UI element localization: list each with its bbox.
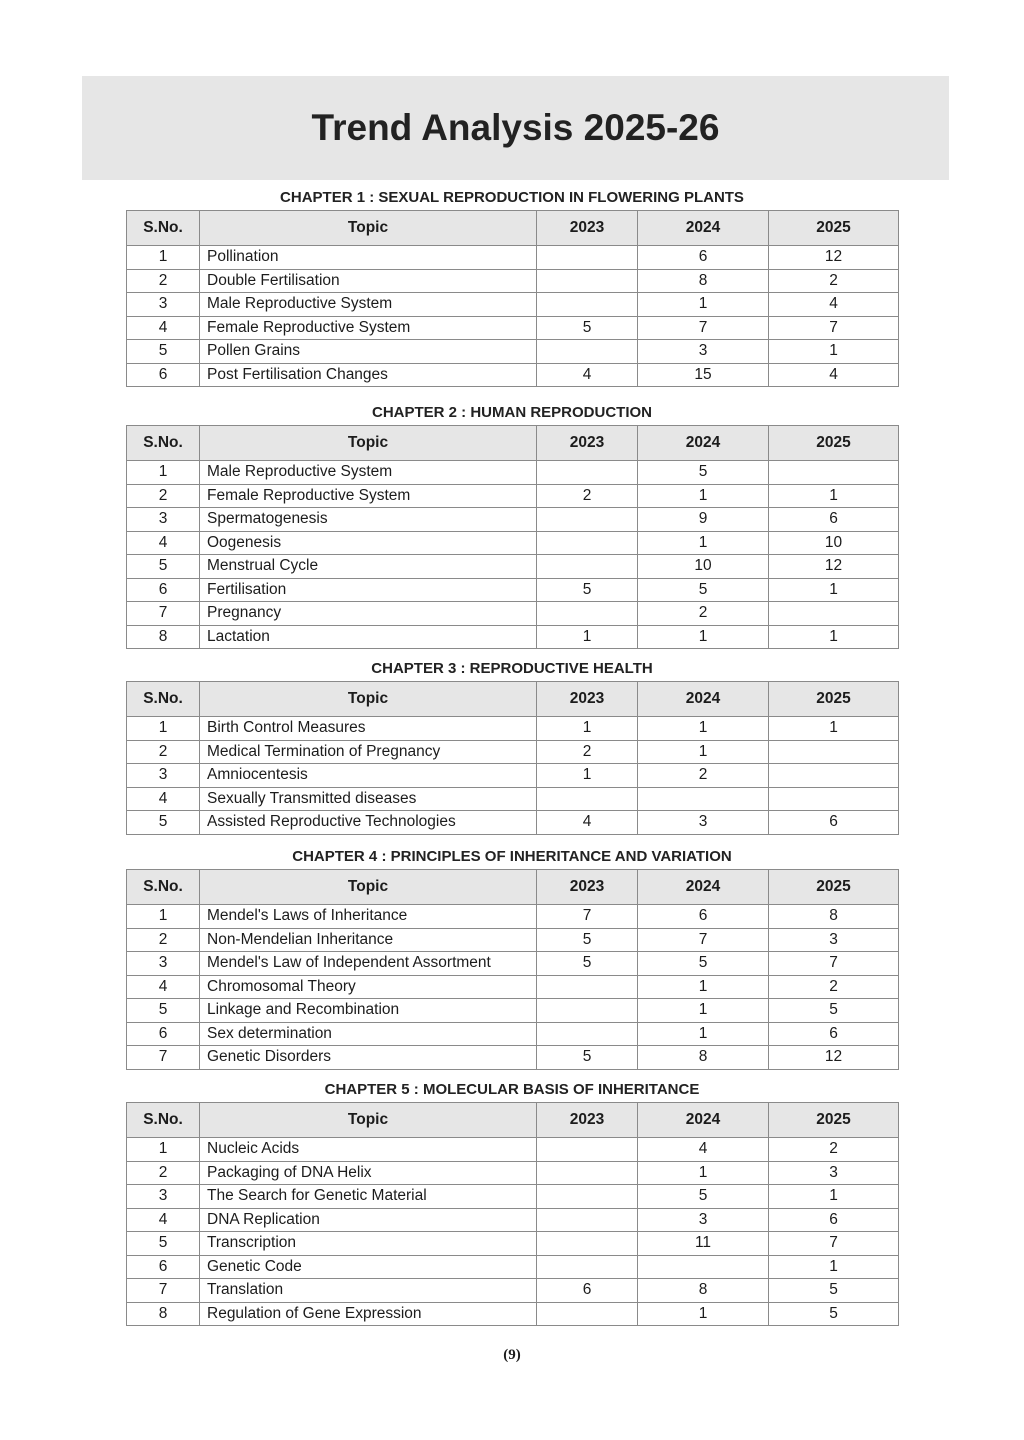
sno-cell: 7 bbox=[127, 1046, 200, 1070]
topic-cell: Mendel's Laws of Inheritance bbox=[200, 905, 537, 929]
table-row bbox=[127, 740, 899, 764]
table-row bbox=[127, 340, 899, 364]
topic-cell: Pollen Grains bbox=[200, 340, 537, 364]
year-2023-header: 2023 bbox=[537, 211, 638, 246]
year-2023-cell bbox=[537, 1302, 638, 1326]
year-2024-cell: 6 bbox=[638, 905, 769, 929]
topic-cell: Assisted Reproductive Technologies bbox=[200, 811, 537, 835]
sno-cell: 7 bbox=[127, 602, 200, 626]
table-row bbox=[127, 602, 899, 626]
year-2024-cell: 1 bbox=[638, 1022, 769, 1046]
year-2024-cell: 6 bbox=[638, 246, 769, 270]
topic-header: Topic bbox=[200, 211, 537, 246]
topic-cell: Female Reproductive System bbox=[200, 484, 537, 508]
year-2025-cell: 3 bbox=[769, 928, 899, 952]
table-row bbox=[127, 1046, 899, 1070]
topic-cell: Pregnancy bbox=[200, 602, 537, 626]
sno-cell: 6 bbox=[127, 1022, 200, 1046]
sno-cell: 1 bbox=[127, 1138, 200, 1162]
year-2024-cell: 11 bbox=[638, 1232, 769, 1256]
year-2023-cell bbox=[537, 999, 638, 1023]
year-2025-cell: 1 bbox=[769, 340, 899, 364]
sno-header: S.No. bbox=[127, 870, 200, 905]
year-2024-cell: 7 bbox=[638, 928, 769, 952]
topic-cell: Sex determination bbox=[200, 1022, 537, 1046]
topic-cell: Pollination bbox=[200, 246, 537, 270]
sno-cell: 3 bbox=[127, 952, 200, 976]
sno-cell: 6 bbox=[127, 1255, 200, 1279]
year-2024-cell: 8 bbox=[638, 1046, 769, 1070]
table-row bbox=[127, 625, 899, 649]
year-2024-cell: 1 bbox=[638, 293, 769, 317]
year-2024-cell: 3 bbox=[638, 1208, 769, 1232]
topic-cell: Spermatogenesis bbox=[200, 508, 537, 532]
topic-header: Topic bbox=[200, 1103, 537, 1138]
topic-cell: Packaging of DNA Helix bbox=[200, 1161, 537, 1185]
year-2023-cell: 1 bbox=[537, 717, 638, 741]
sno-cell: 1 bbox=[127, 461, 200, 485]
table-header-row bbox=[127, 426, 899, 461]
sno-cell: 3 bbox=[127, 508, 200, 532]
year-2023-cell: 4 bbox=[537, 811, 638, 835]
year-2023-cell bbox=[537, 1161, 638, 1185]
table-row bbox=[127, 293, 899, 317]
sno-header: S.No. bbox=[127, 426, 200, 461]
topic-cell: Nucleic Acids bbox=[200, 1138, 537, 1162]
year-2023-cell bbox=[537, 1232, 638, 1256]
sno-cell: 2 bbox=[127, 928, 200, 952]
year-2023-header: 2023 bbox=[537, 682, 638, 717]
year-2023-cell bbox=[537, 531, 638, 555]
topic-cell: Sexually Transmitted diseases bbox=[200, 787, 537, 811]
year-2023-cell bbox=[537, 1185, 638, 1209]
table-row bbox=[127, 787, 899, 811]
chapter-title: CHAPTER 3 : REPRODUCTIVE HEALTH bbox=[371, 660, 653, 677]
sno-cell: 5 bbox=[127, 999, 200, 1023]
table-row bbox=[127, 1279, 899, 1303]
sno-cell: 7 bbox=[127, 1279, 200, 1303]
sno-cell: 5 bbox=[127, 340, 200, 364]
topic-cell: DNA Replication bbox=[200, 1208, 537, 1232]
year-2024-cell: 5 bbox=[638, 1185, 769, 1209]
year-2025-cell: 2 bbox=[769, 975, 899, 999]
year-2025-cell: 4 bbox=[769, 293, 899, 317]
year-2024-header: 2024 bbox=[638, 426, 769, 461]
year-2025-cell bbox=[769, 740, 899, 764]
year-2023-cell bbox=[537, 1022, 638, 1046]
year-2023-cell: 5 bbox=[537, 1046, 638, 1070]
year-2024-cell: 4 bbox=[638, 1138, 769, 1162]
topic-cell: Medical Termination of Pregnancy bbox=[200, 740, 537, 764]
year-2023-cell: 1 bbox=[537, 625, 638, 649]
table-row bbox=[127, 531, 899, 555]
topic-cell: Transcription bbox=[200, 1232, 537, 1256]
year-2023-header: 2023 bbox=[537, 426, 638, 461]
table-row bbox=[127, 1185, 899, 1209]
table-header-row bbox=[127, 1103, 899, 1138]
year-2023-cell bbox=[537, 293, 638, 317]
sno-cell: 8 bbox=[127, 1302, 200, 1326]
table-row bbox=[127, 1138, 899, 1162]
sno-cell: 3 bbox=[127, 293, 200, 317]
table-row bbox=[127, 246, 899, 270]
year-2024-cell: 1 bbox=[638, 740, 769, 764]
table-row bbox=[127, 1255, 899, 1279]
year-2024-cell: 3 bbox=[638, 340, 769, 364]
year-2023-cell: 7 bbox=[537, 905, 638, 929]
sno-cell: 4 bbox=[127, 531, 200, 555]
year-2023-cell bbox=[537, 555, 638, 579]
trend-table bbox=[126, 425, 899, 649]
sno-header: S.No. bbox=[127, 682, 200, 717]
topic-cell: Menstrual Cycle bbox=[200, 555, 537, 579]
topic-cell: Male Reproductive System bbox=[200, 461, 537, 485]
sno-cell: 5 bbox=[127, 1232, 200, 1256]
year-2025-cell: 4 bbox=[769, 363, 899, 387]
chapter-section-5 bbox=[126, 1078, 898, 1326]
year-2025-cell bbox=[769, 602, 899, 626]
table-row bbox=[127, 811, 899, 835]
topic-header: Topic bbox=[200, 870, 537, 905]
sno-header: S.No. bbox=[127, 1103, 200, 1138]
year-2025-cell: 6 bbox=[769, 811, 899, 835]
topic-cell: Amniocentesis bbox=[200, 764, 537, 788]
sno-cell: 6 bbox=[127, 578, 200, 602]
year-2025-cell: 6 bbox=[769, 1208, 899, 1232]
topic-cell: Oogenesis bbox=[200, 531, 537, 555]
year-2023-cell: 5 bbox=[537, 928, 638, 952]
year-2025-cell: 5 bbox=[769, 1302, 899, 1326]
year-2024-cell: 1 bbox=[638, 1161, 769, 1185]
table-row bbox=[127, 484, 899, 508]
year-2023-cell bbox=[537, 787, 638, 811]
sno-cell: 1 bbox=[127, 905, 200, 929]
year-2023-cell bbox=[537, 508, 638, 532]
year-2024-cell: 8 bbox=[638, 1279, 769, 1303]
table-row bbox=[127, 717, 899, 741]
topic-cell: Mendel's Law of Independent Assortment bbox=[200, 952, 537, 976]
chapter-section-4 bbox=[126, 845, 898, 1070]
topic-cell: Chromosomal Theory bbox=[200, 975, 537, 999]
topic-cell: Translation bbox=[200, 1279, 537, 1303]
table-row bbox=[127, 1022, 899, 1046]
year-2023-cell bbox=[537, 340, 638, 364]
year-2023-cell bbox=[537, 602, 638, 626]
year-2025-cell: 7 bbox=[769, 952, 899, 976]
table-row bbox=[127, 363, 899, 387]
year-2023-cell: 5 bbox=[537, 952, 638, 976]
year-2023-header: 2023 bbox=[537, 870, 638, 905]
table-row bbox=[127, 1232, 899, 1256]
year-2024-cell: 7 bbox=[638, 316, 769, 340]
chapter-title: CHAPTER 4 : PRINCIPLES OF INHERITANCE AND VARIATION bbox=[292, 848, 732, 865]
page-title: Trend Analysis 2025-26 bbox=[311, 107, 720, 148]
sno-cell: 2 bbox=[127, 269, 200, 293]
year-2025-cell: 2 bbox=[769, 269, 899, 293]
sno-cell: 4 bbox=[127, 316, 200, 340]
table-row bbox=[127, 269, 899, 293]
year-2025-cell: 8 bbox=[769, 905, 899, 929]
year-2023-cell: 2 bbox=[537, 484, 638, 508]
title-band bbox=[82, 76, 949, 180]
trend-table bbox=[126, 681, 899, 835]
table-header-row bbox=[127, 870, 899, 905]
year-2025-cell: 12 bbox=[769, 1046, 899, 1070]
table-row bbox=[127, 508, 899, 532]
topic-cell: Non-Mendelian Inheritance bbox=[200, 928, 537, 952]
year-2024-cell: 5 bbox=[638, 461, 769, 485]
table-header-row bbox=[127, 682, 899, 717]
year-2025-cell: 1 bbox=[769, 625, 899, 649]
table-row bbox=[127, 555, 899, 579]
sno-cell: 4 bbox=[127, 975, 200, 999]
chapter-title: CHAPTER 5 : MOLECULAR BASIS OF INHERITANCE bbox=[324, 1081, 700, 1098]
topic-cell: Linkage and Recombination bbox=[200, 999, 537, 1023]
year-2023-cell bbox=[537, 461, 638, 485]
topic-cell: Regulation of Gene Expression bbox=[200, 1302, 537, 1326]
year-2023-cell: 5 bbox=[537, 316, 638, 340]
year-2024-cell: 10 bbox=[638, 555, 769, 579]
sno-cell: 6 bbox=[127, 363, 200, 387]
sno-cell: 8 bbox=[127, 625, 200, 649]
year-2025-cell: 2 bbox=[769, 1138, 899, 1162]
year-2025-cell: 7 bbox=[769, 1232, 899, 1256]
topic-cell: Genetic Code bbox=[200, 1255, 537, 1279]
chapter-title: CHAPTER 1 : SEXUAL REPRODUCTION IN FLOWERING PLANTS bbox=[280, 189, 744, 206]
topic-cell: Double Fertilisation bbox=[200, 269, 537, 293]
sno-cell: 1 bbox=[127, 717, 200, 741]
topic-cell: Post Fertilisation Changes bbox=[200, 363, 537, 387]
table-row bbox=[127, 316, 899, 340]
year-2025-cell: 7 bbox=[769, 316, 899, 340]
sno-cell: 1 bbox=[127, 246, 200, 270]
chapter-section-1 bbox=[126, 186, 898, 387]
table-row bbox=[127, 1161, 899, 1185]
sno-cell: 4 bbox=[127, 1208, 200, 1232]
year-2025-cell: 1 bbox=[769, 1255, 899, 1279]
sno-cell: 3 bbox=[127, 764, 200, 788]
table-row bbox=[127, 1302, 899, 1326]
year-2025-cell: 3 bbox=[769, 1161, 899, 1185]
year-2024-header: 2024 bbox=[638, 1103, 769, 1138]
year-2025-cell: 12 bbox=[769, 246, 899, 270]
year-2024-cell: 1 bbox=[638, 717, 769, 741]
table-row bbox=[127, 928, 899, 952]
year-2025-cell: 12 bbox=[769, 555, 899, 579]
year-2024-cell: 5 bbox=[638, 578, 769, 602]
table-row bbox=[127, 952, 899, 976]
topic-cell: Male Reproductive System bbox=[200, 293, 537, 317]
year-2025-header: 2025 bbox=[769, 1103, 899, 1138]
trend-table bbox=[126, 1102, 899, 1326]
page-number: (9) bbox=[503, 1347, 521, 1363]
year-2024-header: 2024 bbox=[638, 682, 769, 717]
year-2025-header: 2025 bbox=[769, 682, 899, 717]
year-2023-header: 2023 bbox=[537, 1103, 638, 1138]
trend-table bbox=[126, 869, 899, 1070]
year-2025-cell bbox=[769, 787, 899, 811]
year-2025-cell bbox=[769, 764, 899, 788]
year-2025-cell: 5 bbox=[769, 1279, 899, 1303]
sno-cell: 3 bbox=[127, 1185, 200, 1209]
year-2023-cell bbox=[537, 1138, 638, 1162]
year-2024-cell: 1 bbox=[638, 625, 769, 649]
year-2023-cell: 2 bbox=[537, 740, 638, 764]
table-row bbox=[127, 461, 899, 485]
year-2025-cell: 1 bbox=[769, 578, 899, 602]
year-2025-cell: 5 bbox=[769, 999, 899, 1023]
sno-cell: 2 bbox=[127, 1161, 200, 1185]
topic-cell: Birth Control Measures bbox=[200, 717, 537, 741]
chapter-title: CHAPTER 2 : HUMAN REPRODUCTION bbox=[371, 404, 652, 421]
year-2025-cell bbox=[769, 461, 899, 485]
year-2024-cell: 2 bbox=[638, 602, 769, 626]
sno-cell: 2 bbox=[127, 484, 200, 508]
year-2024-header: 2024 bbox=[638, 870, 769, 905]
year-2025-header: 2025 bbox=[769, 211, 899, 246]
year-2025-header: 2025 bbox=[769, 870, 899, 905]
topic-cell: Female Reproductive System bbox=[200, 316, 537, 340]
year-2023-cell bbox=[537, 246, 638, 270]
year-2025-cell: 10 bbox=[769, 531, 899, 555]
year-2024-cell: 1 bbox=[638, 975, 769, 999]
year-2024-cell: 2 bbox=[638, 764, 769, 788]
year-2024-cell: 1 bbox=[638, 1302, 769, 1326]
table-row bbox=[127, 764, 899, 788]
table-row bbox=[127, 999, 899, 1023]
year-2025-cell: 6 bbox=[769, 508, 899, 532]
table-row bbox=[127, 975, 899, 999]
table-row bbox=[127, 905, 899, 929]
year-2025-cell: 1 bbox=[769, 484, 899, 508]
topic-header: Topic bbox=[200, 682, 537, 717]
year-2023-cell: 1 bbox=[537, 764, 638, 788]
year-2024-cell: 8 bbox=[638, 269, 769, 293]
year-2023-cell bbox=[537, 1208, 638, 1232]
topic-cell: Genetic Disorders bbox=[200, 1046, 537, 1070]
year-2024-cell bbox=[638, 787, 769, 811]
year-2023-cell bbox=[537, 975, 638, 999]
topic-cell: Fertilisation bbox=[200, 578, 537, 602]
topic-cell: The Search for Genetic Material bbox=[200, 1185, 537, 1209]
year-2023-cell: 5 bbox=[537, 578, 638, 602]
sno-cell: 5 bbox=[127, 811, 200, 835]
year-2025-cell: 1 bbox=[769, 717, 899, 741]
year-2025-header: 2025 bbox=[769, 426, 899, 461]
chapter-section-2 bbox=[126, 401, 898, 649]
year-2023-cell: 4 bbox=[537, 363, 638, 387]
sno-header: S.No. bbox=[127, 211, 200, 246]
year-2024-cell: 9 bbox=[638, 508, 769, 532]
year-2024-cell: 15 bbox=[638, 363, 769, 387]
topic-cell: Lactation bbox=[200, 625, 537, 649]
year-2024-header: 2024 bbox=[638, 211, 769, 246]
chapter-section-3 bbox=[126, 657, 898, 835]
year-2024-cell: 3 bbox=[638, 811, 769, 835]
year-2023-cell: 6 bbox=[537, 1279, 638, 1303]
year-2025-cell: 1 bbox=[769, 1185, 899, 1209]
trend-table bbox=[126, 210, 899, 387]
sno-cell: 4 bbox=[127, 787, 200, 811]
topic-header: Topic bbox=[200, 426, 537, 461]
sno-cell: 2 bbox=[127, 740, 200, 764]
table-row bbox=[127, 1208, 899, 1232]
year-2024-cell: 1 bbox=[638, 531, 769, 555]
year-2025-cell: 6 bbox=[769, 1022, 899, 1046]
year-2024-cell: 5 bbox=[638, 952, 769, 976]
year-2024-cell: 1 bbox=[638, 484, 769, 508]
year-2023-cell bbox=[537, 269, 638, 293]
table-row bbox=[127, 578, 899, 602]
sno-cell: 5 bbox=[127, 555, 200, 579]
year-2024-cell: 1 bbox=[638, 999, 769, 1023]
table-header-row bbox=[127, 211, 899, 246]
year-2023-cell bbox=[537, 1255, 638, 1279]
year-2024-cell bbox=[638, 1255, 769, 1279]
